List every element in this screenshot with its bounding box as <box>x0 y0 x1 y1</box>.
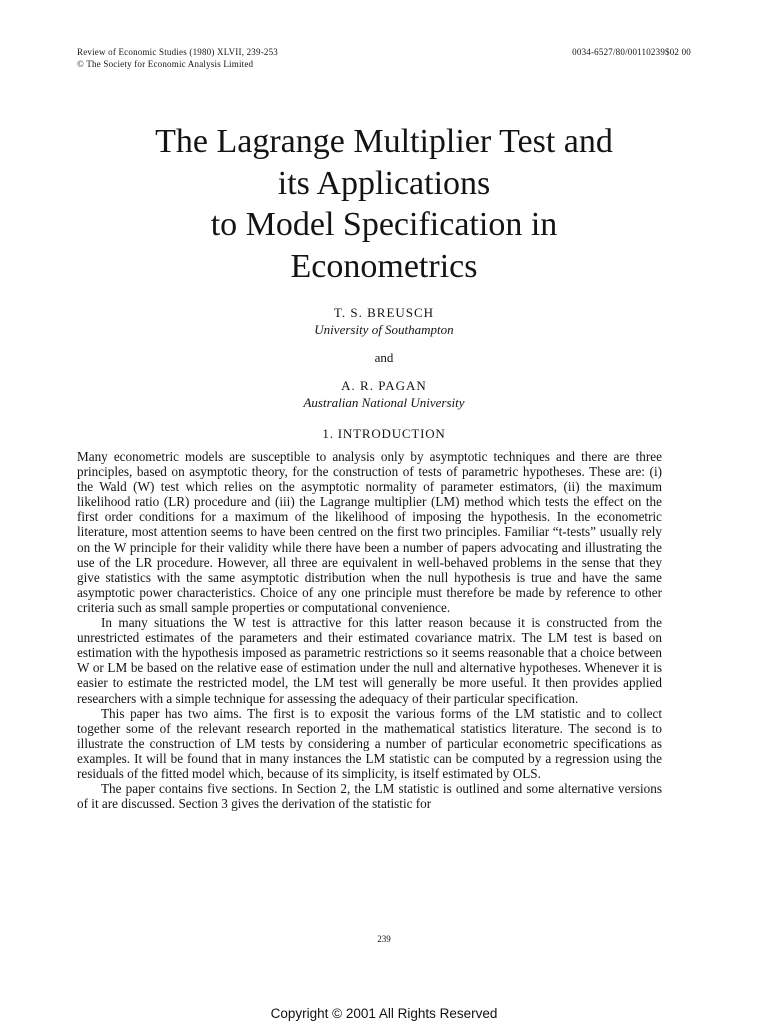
paragraph-4: The paper contains five sections. In Section 2, the LM statistic is outlined and some alternative versions of it are discussed. Section 3 gives the derivation of the statistic for <box>77 781 662 812</box>
paper-title <box>40 121 728 287</box>
journal-line: Review of Economic Studies (1980) XLVII, 239-253 <box>77 47 278 57</box>
page-number: 239 <box>377 934 391 944</box>
title-line-3: to Model Specification in <box>210 206 558 243</box>
journal-code: 0034-6527/80/00110239$02 00 <box>572 47 691 57</box>
copyright-line: © The Society for Economic Analysis Limited <box>77 59 254 69</box>
paragraph-3: This paper has two aims. The first is to exposit the various forms of the LM statistic and to collect together some of the relevant research reported in the mathematical statistics literature. The second is to illustrate the construction of LM tests by considering a number of particular econometric specifications as examples. It will be found that in many instances the LM statistic can be computed by a regression using the residuals of the fitted model which, because of its simplicity, is itself estimated by OLS. <box>77 705 662 781</box>
author-1-name: T. S. BREUSCH <box>333 305 435 320</box>
title-line-1: The Lagrange Multiplier Test and <box>155 123 613 160</box>
author-conjunction: and <box>374 350 394 365</box>
author-2-name: A. R. PAGAN <box>341 378 427 393</box>
author-2-affiliation: Australian National University <box>303 395 465 410</box>
title-line-2: its Applications <box>277 164 491 202</box>
author-1-affiliation: University of Southampton <box>314 322 454 337</box>
journal-citation <box>77 46 278 70</box>
section-heading: 1. INTRODUCTION <box>322 426 446 441</box>
body-text <box>77 449 662 811</box>
copyright-footer: Copyright © 2001 All Rights Reserved <box>270 1006 498 1021</box>
author-block <box>0 304 768 411</box>
paragraph-2: In many situations the W test is attractive for this latter reason because it is constructed from the unrestricted estimates of the parameters and their estimated covariance matrix. The LM test is based on estimation with the hypothesis imposed as parametric restrictions so it seems reasonable that a choice between W or LM be based on the relative ease of estimation under the null and alternative hypotheses. Whenever it is easier to estimate the restricted model, the LM test will generally be more useful. It then provides applied researchers with a simple technique for assessing the adequacy of their particular specification. <box>77 615 662 706</box>
title-line-4: Econometrics <box>290 247 478 285</box>
paragraph-1: Many econometric models are susceptible to analysis only by asymptotic techniques and there are three principles, based on asymptotic theory, for the construction of tests of parametric hypotheses. These are: (i) the Wald (W) test which relies on the asymptotic normality of parameter estimators, (ii) the maximum likelihood ratio (LR) procedure and (iii) the Lagrange multiplier (LM) method which tests the effect on the first order conditions for a maximum of the likelihood of imposing the hypothesis. In the econometric literature, most attention seems to have been centred on the first two principles. Familiar “t-tests” usually rely on the W principle for their validity while there have been a number of papers advocating and illustrating the use of the LR procedure. However, all three are equivalent in well-behaved problems in the sense that they give statistics with the same asymptotic distribution when the null hypothesis is true and have the same asymptotic power characteristics. Choice of any one principle must therefore be made by reference to other criteria such as small sample properties or computational convenience. <box>77 449 662 615</box>
